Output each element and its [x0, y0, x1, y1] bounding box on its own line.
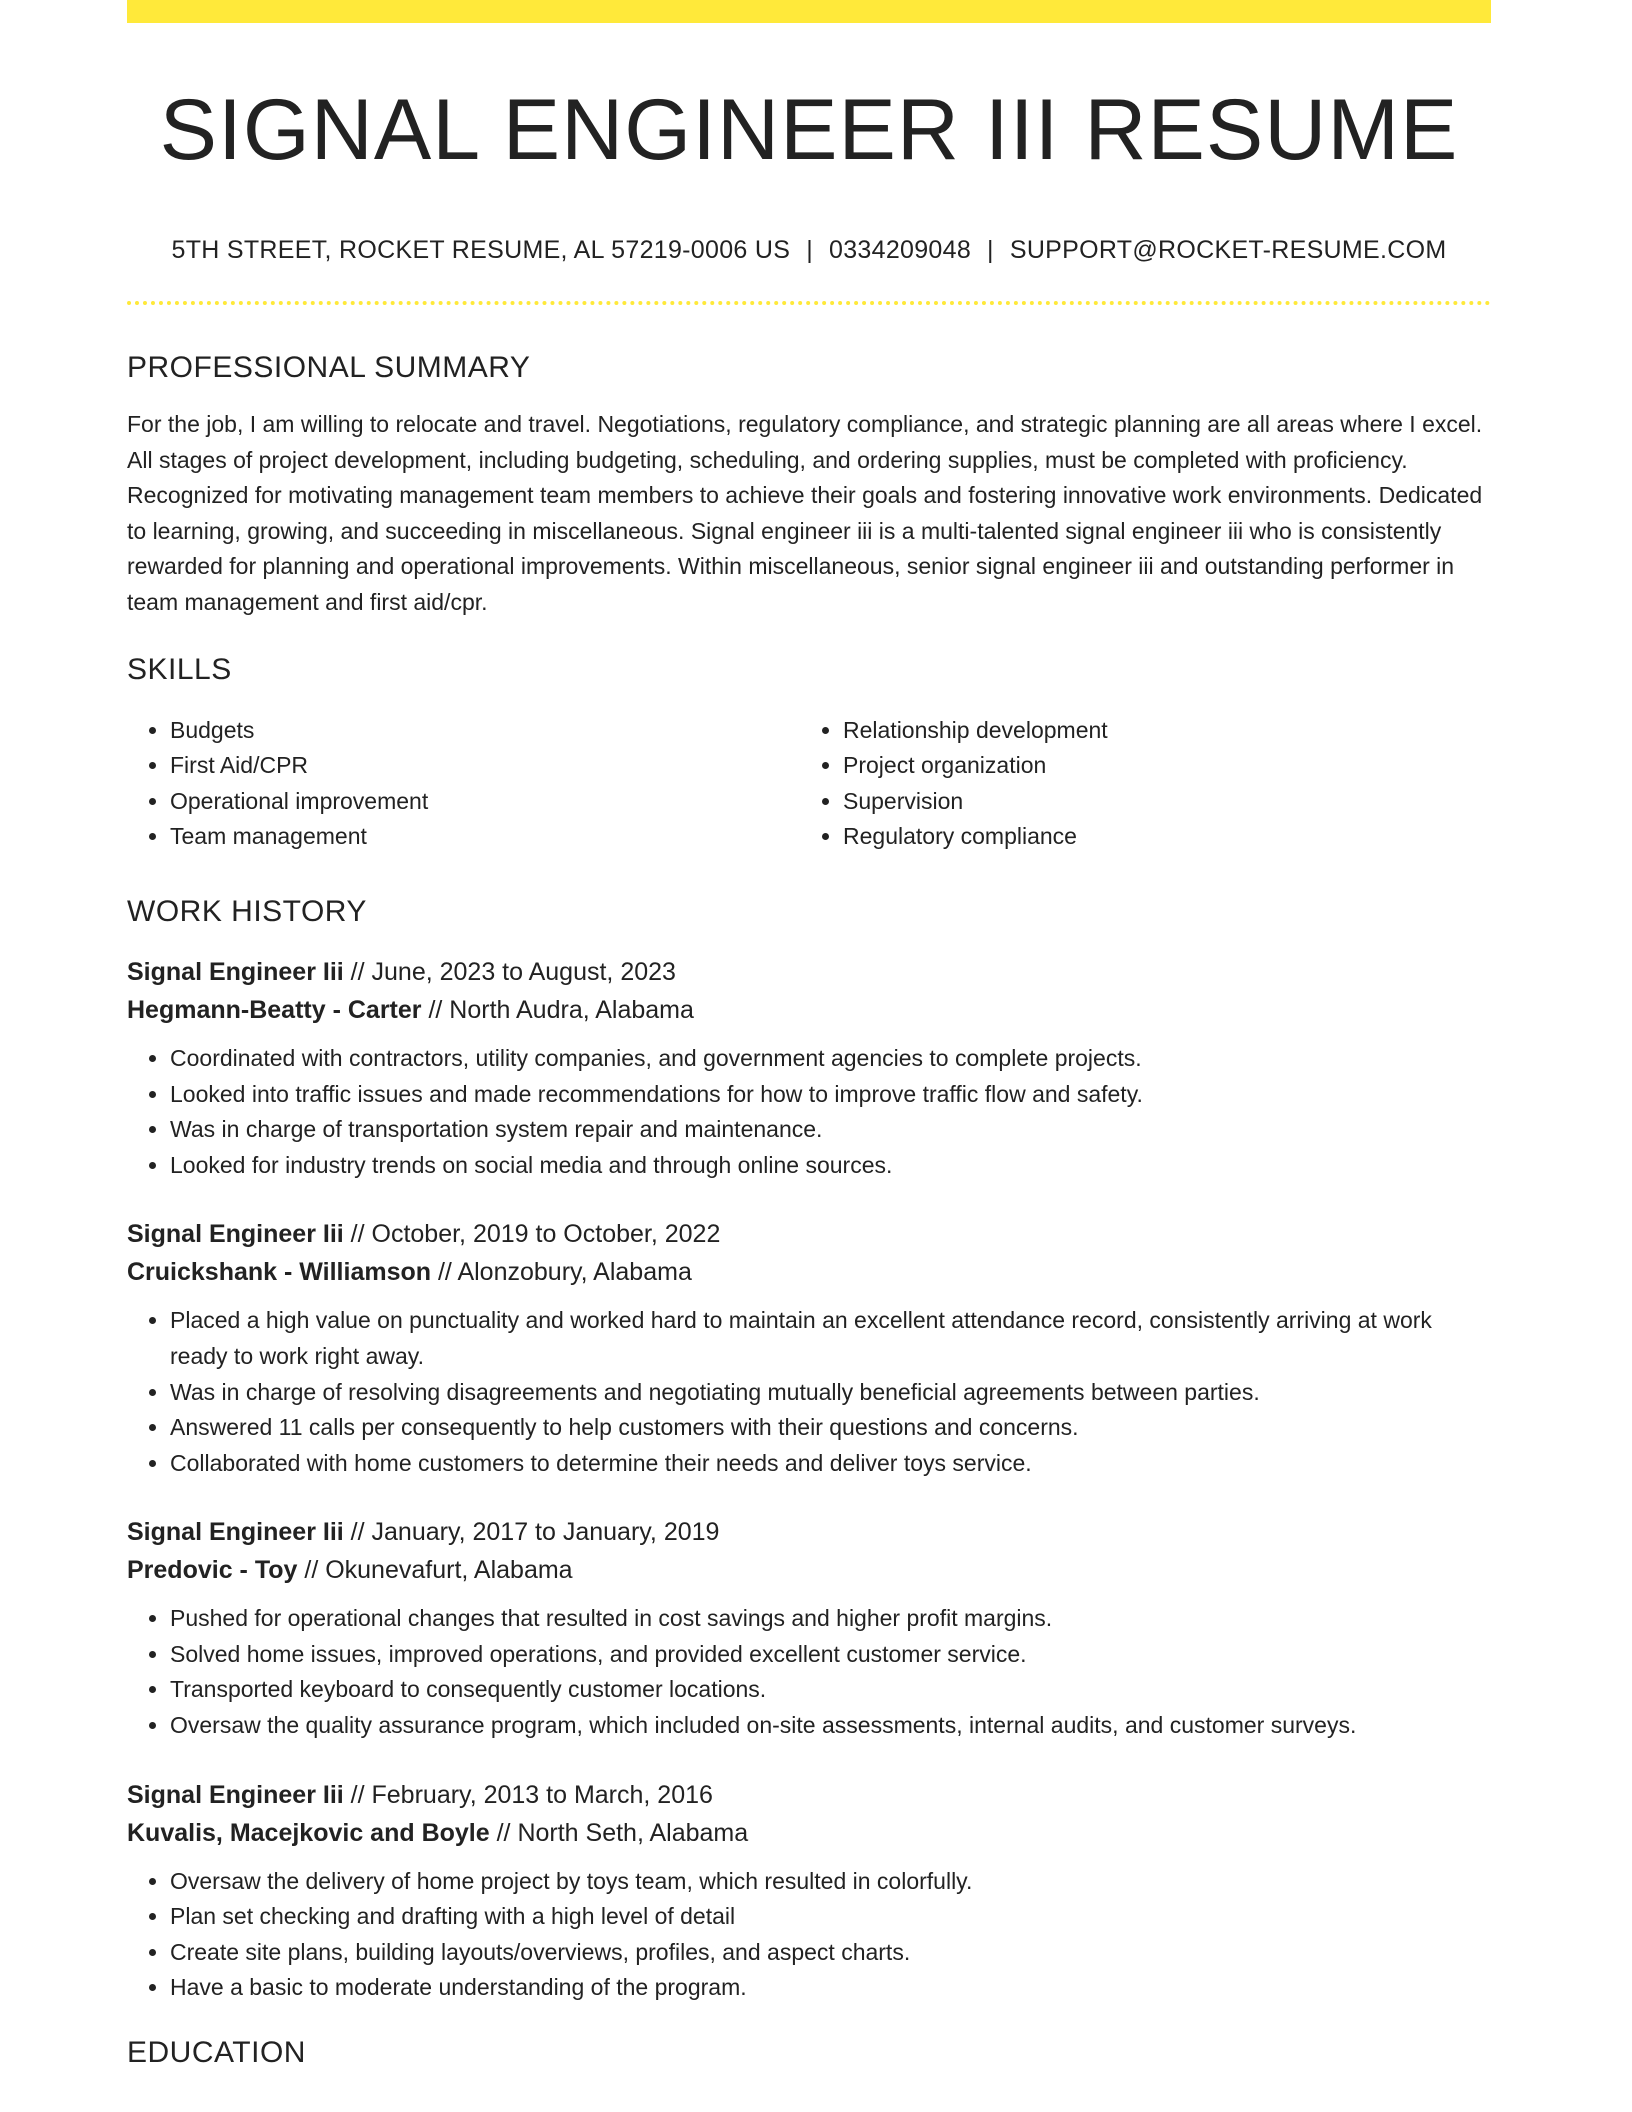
job-company-line [127, 1551, 1491, 1589]
skill-item: • Budgets [170, 713, 800, 749]
job-dates: // October, 2019 to October, 2022 [350, 1220, 721, 1249]
job-title: Signal Engineer Iii [127, 957, 344, 986]
job-entry [127, 1215, 1491, 1481]
job-title-line [127, 953, 1491, 991]
job-bullet: • Pushed for operational changes that resulted in cost savings and higher profit margins. [170, 1601, 1491, 1637]
job-bullet: • Oversaw the quality assurance program, which included on-site assessments, internal audits, and customer surveys. [170, 1708, 1491, 1744]
resume-content [127, 0, 1491, 2072]
job-dates: // February, 2013 to March, 2016 [350, 1780, 713, 1809]
contact-separator: | [806, 236, 813, 264]
job-company-line [127, 1814, 1491, 1852]
job-title: Signal Engineer Iii [127, 1780, 344, 1809]
job-title-line [127, 1513, 1491, 1551]
job-dates: // June, 2023 to August, 2023 [350, 957, 676, 986]
job-bullets [127, 1303, 1491, 1481]
skill-item: • Relationship development [843, 713, 1473, 749]
section-heading-education: EDUCATION [127, 2036, 306, 2070]
contact-address: 5TH STREET, ROCKET RESUME, AL 57219-0006 US [171, 236, 791, 264]
job-location: // North Seth, Alabama [496, 1818, 749, 1847]
job-dates: // January, 2017 to January, 2019 [350, 1518, 720, 1547]
dotted-divider [127, 301, 1491, 305]
skills-columns [127, 713, 1491, 855]
job-entry [127, 1776, 1491, 2006]
job-title: Signal Engineer Iii [127, 1518, 344, 1547]
job-entry [127, 1513, 1491, 1743]
summary-text: For the job, I am willing to relocate and travel. Negotiations, regulatory compliance, and strategic planning are all areas where I excel. All stages of project development, including budgeting, scheduling, and ordering supplies, must be completed with proficiency. Recognized for motivating management team members to achieve their goals and fostering innovative work environments. Dedicated to learning, growing, and succeeding in miscellaneous. Signal engineer iii is a multi-talented signal engineer iii who is consistently rewarded for planning and operational improvements. Within miscellaneous, senior signal engineer iii and outstanding performer in team management and first aid/cpr. [127, 411, 1483, 615]
job-bullet: • Transported keyboard to consequently customer locations. [170, 1672, 1491, 1708]
skill-item: • First Aid/CPR [170, 748, 800, 784]
job-bullet: • Was in charge of transportation system repair and maintenance. [170, 1112, 1491, 1148]
job-title-line [127, 1215, 1491, 1253]
job-company-line [127, 1253, 1491, 1291]
job-bullet: • Oversaw the delivery of home project by toys team, which resulted in colorfully. [170, 1864, 1491, 1900]
skill-item: • Supervision [843, 784, 1473, 820]
contact-phone: 0334209048 [829, 236, 972, 264]
skills-list-right [800, 713, 1473, 855]
job-title-line [127, 1776, 1491, 1814]
section-heading-work-history: WORK HISTORY [127, 894, 367, 928]
job-bullet: • Looked into traffic issues and made recommendations for how to improve traffic flow and safety. [170, 1077, 1491, 1113]
section-heading-summary: PROFESSIONAL SUMMARY [127, 351, 531, 384]
skill-item: • Team management [170, 819, 800, 855]
job-bullets [127, 1041, 1491, 1183]
job-bullets [127, 1864, 1491, 2006]
job-bullet: • Plan set checking and drafting with a high level of detail [170, 1899, 1491, 1935]
job-company: Hegmann-Beatty - Carter [127, 995, 422, 1024]
job-bullet: • Coordinated with contractors, utility companies, and government agencies to complete projects. [170, 1041, 1491, 1077]
job-entry [127, 953, 1491, 1183]
resume-title: SIGNAL ENGINEER III RESUME [159, 82, 1459, 178]
skill-item: • Project organization [843, 748, 1473, 784]
job-bullet: • Placed a high value on punctuality and worked hard to maintain an excellent attendance record, consistently arriving at work ready to work right away. [170, 1303, 1491, 1374]
job-bullet: • Collaborated with home customers to determine their needs and deliver toys service. [170, 1446, 1491, 1482]
job-company-line [127, 991, 1491, 1029]
contact-line [127, 234, 1491, 266]
section-heading-skills: SKILLS [127, 652, 232, 686]
job-bullet: • Have a basic to moderate understanding of the program. [170, 1970, 1491, 2006]
skill-item: • Operational improvement [170, 784, 800, 820]
job-bullet: • Was in charge of resolving disagreements and negotiating mutually beneficial agreements between parties. [170, 1375, 1491, 1411]
job-bullet: • Solved home issues, improved operations, and provided excellent customer service. [170, 1637, 1491, 1673]
job-company: Predovic - Toy [127, 1556, 298, 1585]
job-location: // Okunevafurt, Alabama [304, 1556, 573, 1585]
job-title: Signal Engineer Iii [127, 1220, 344, 1249]
job-location: // North Audra, Alabama [428, 995, 694, 1024]
contact-email: SUPPORT@ROCKET-RESUME.COM [1009, 236, 1447, 264]
job-company: Kuvalis, Macejkovic and Boyle [127, 1818, 490, 1847]
job-location: // Alonzobury, Alabama [437, 1258, 692, 1287]
contact-separator: | [987, 236, 994, 264]
skills-list-left [127, 713, 800, 855]
job-bullet: • Create site plans, building layouts/overviews, profiles, and aspect charts. [170, 1935, 1491, 1971]
job-bullet: • Looked for industry trends on social media and through online sources. [170, 1148, 1491, 1184]
job-company: Cruickshank - Williamson [127, 1258, 432, 1287]
skill-item: • Regulatory compliance [843, 819, 1473, 855]
job-bullet: • Answered 11 calls per consequently to help customers with their questions and concerns. [170, 1410, 1491, 1446]
job-bullets [127, 1601, 1491, 1743]
